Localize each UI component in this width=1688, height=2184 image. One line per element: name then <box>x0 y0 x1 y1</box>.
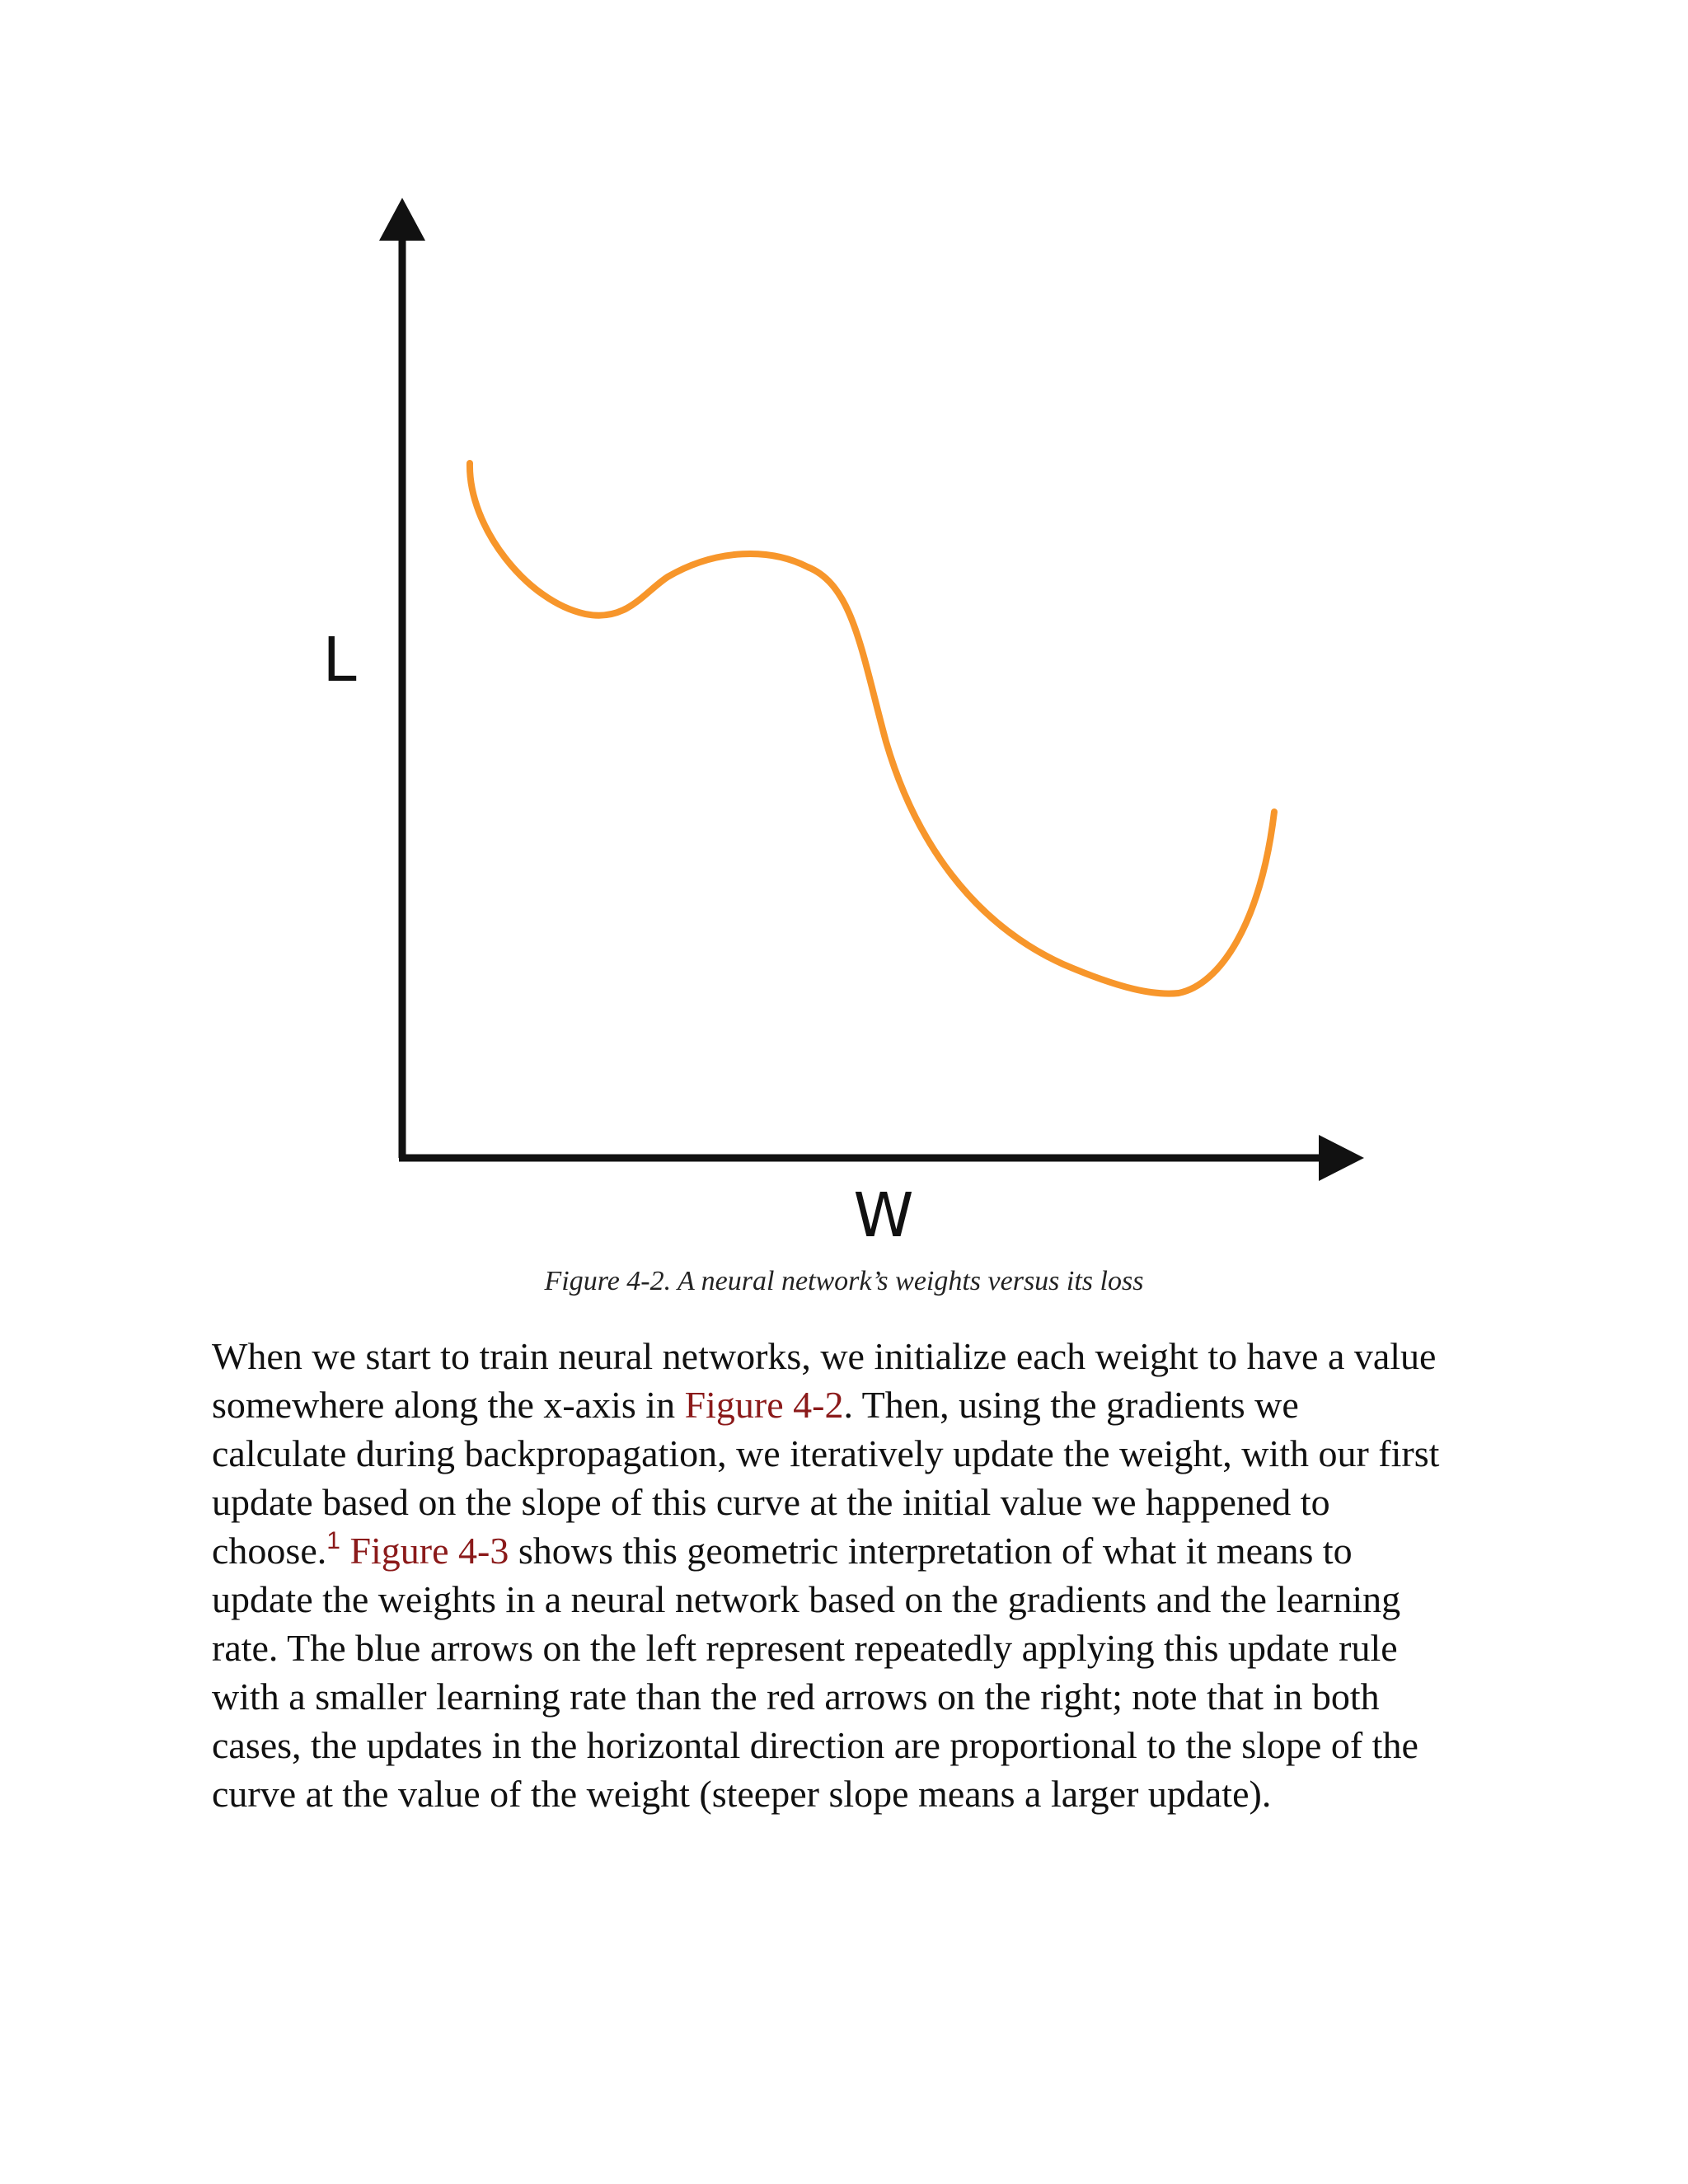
y-axis-label: L <box>322 625 357 696</box>
paragraph-line: calculate during backpropagation, we iteratively update the weight, with our first <box>212 1432 1440 1474</box>
paragraph-text: choose. <box>212 1530 327 1572</box>
paragraph-line: rate. The blue arrows on the left represent repeatedly applying this update rule <box>212 1627 1398 1669</box>
paragraph-line <box>212 1380 1498 1429</box>
y-axis-arrowhead <box>379 198 425 241</box>
figure-4-2-link[interactable]: Figure 4-2 <box>684 1384 844 1426</box>
loss-curve <box>470 463 1274 994</box>
body-paragraph <box>212 1332 1498 1818</box>
footnote-1-link[interactable]: 1 <box>326 1527 340 1554</box>
paragraph-line: curve at the value of the weight (steeper slope means a larger update). <box>212 1773 1272 1815</box>
x-axis-label: W <box>853 1180 914 1251</box>
paragraph-line <box>212 1526 1498 1575</box>
paragraph-line: with a smaller learning rate than the red arrows on the right; note that in both <box>212 1675 1380 1718</box>
paragraph-line: update the weights in a neural network based on the gradients and the learning <box>212 1578 1401 1620</box>
paragraph-text: . Then, using the gradients we <box>843 1384 1299 1426</box>
paragraph-line: cases, the updates in the horizontal direction are proportional to the slope of the <box>212 1724 1418 1766</box>
paragraph-text: somewhere along the x-axis in <box>212 1384 685 1426</box>
paragraph-line: update based on the slope of this curve at the initial value we happened to <box>212 1481 1330 1523</box>
figure-4-3-link[interactable]: Figure 4-3 <box>349 1530 509 1572</box>
paragraph-text: shows this geometric interpretation of what it means to <box>509 1530 1353 1572</box>
figure-caption: Figure 4-2. A neural network’s weights versus its loss <box>544 1266 1144 1296</box>
x-axis-arrowhead <box>1319 1135 1364 1181</box>
paragraph-line: When we start to train neural networks, we initialize each weight to have a value <box>212 1335 1437 1377</box>
